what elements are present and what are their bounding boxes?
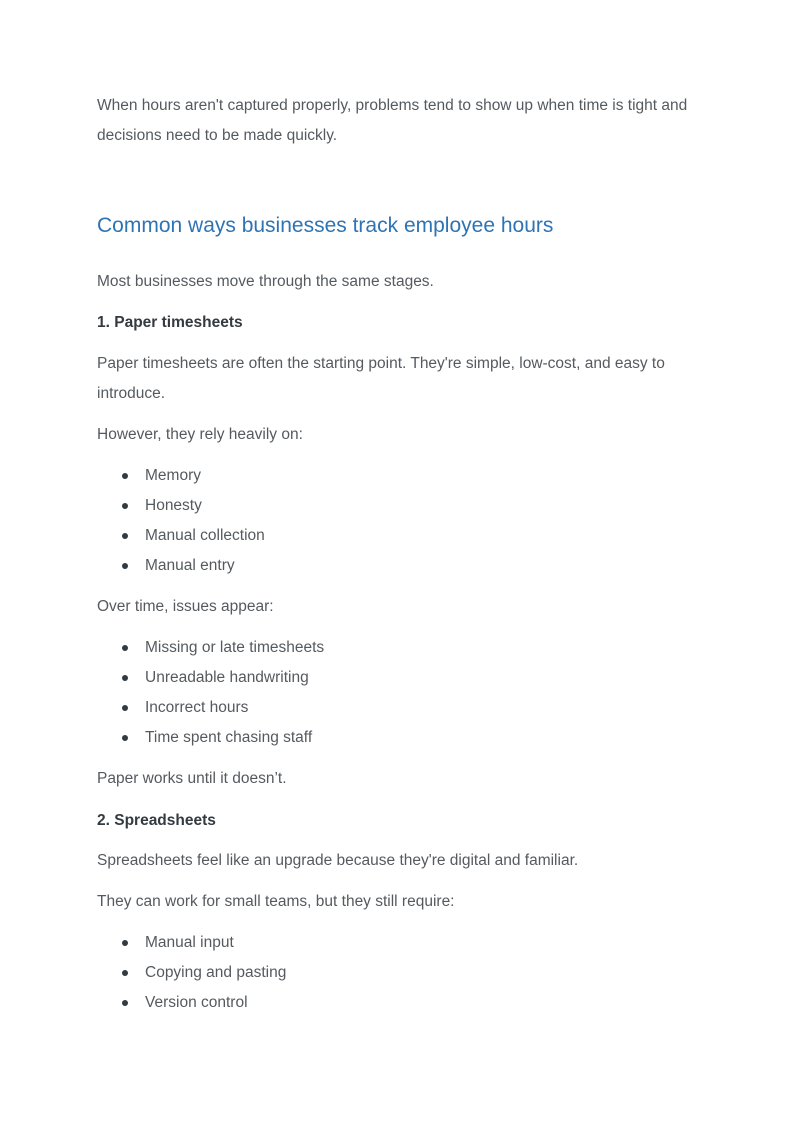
list-item-text: Time spent chasing staff (145, 729, 313, 746)
spreadsheets-heading: 2. Spreadsheets (97, 812, 216, 829)
list-item (97, 461, 265, 491)
spreadsheets-require-list (97, 928, 286, 1018)
list-item-text: Version control (145, 994, 248, 1011)
bullet-icon (122, 473, 128, 479)
list-item-text: Honesty (145, 497, 202, 514)
list-item (97, 988, 286, 1018)
intro-paragraph: When hours aren't captured properly, problems tend to show up when time is tight and decisions need to be made quickly. (97, 97, 688, 144)
paper-heading: 1. Paper timesheets (97, 314, 243, 331)
list-item-text: Missing or late timesheets (145, 639, 325, 656)
paper-rely-intro: However, they rely heavily on: (97, 426, 303, 443)
bullet-icon (122, 533, 128, 539)
spreadsheets-description: Spreadsheets feel like an upgrade because they're digital and familiar. (97, 852, 579, 869)
bullet-icon (122, 1000, 128, 1006)
list-item (97, 663, 324, 693)
paper-issues-list (97, 633, 324, 753)
section-intro: Most businesses move through the same stages. (97, 273, 434, 290)
list-item (97, 928, 286, 958)
bullet-icon (122, 675, 128, 681)
list-item-text: Memory (145, 467, 201, 484)
list-item-text: Copying and pasting (145, 964, 287, 981)
spreadsheets-require-intro: They can work for small teams, but they still require: (97, 893, 455, 910)
bullet-icon (122, 705, 128, 711)
list-item-text: Incorrect hours (145, 699, 249, 716)
bullet-icon (122, 503, 128, 509)
list-item-text: Manual entry (145, 557, 235, 574)
list-item (97, 693, 324, 723)
list-item (97, 551, 265, 581)
section-title: Common ways businesses track employee hours (97, 214, 554, 237)
paper-description: Paper timesheets are often the starting point. They're simple, low-cost, and easy to introduce. (97, 355, 665, 402)
list-item (97, 491, 265, 521)
list-item (97, 958, 286, 988)
bullet-icon (122, 940, 128, 946)
list-item (97, 521, 265, 551)
bullet-icon (122, 735, 128, 741)
list-item (97, 633, 324, 663)
bullet-icon (122, 563, 128, 569)
bullet-icon (122, 970, 128, 976)
paper-issues-intro: Over time, issues appear: (97, 598, 274, 615)
bullet-icon (122, 645, 128, 651)
list-item-text: Manual input (145, 934, 234, 951)
list-item-text: Unreadable handwriting (145, 669, 309, 686)
paper-closing: Paper works until it doesn’t. (97, 770, 287, 787)
list-item-text: Manual collection (145, 527, 265, 544)
list-item (97, 723, 324, 753)
paper-rely-list (97, 461, 265, 581)
